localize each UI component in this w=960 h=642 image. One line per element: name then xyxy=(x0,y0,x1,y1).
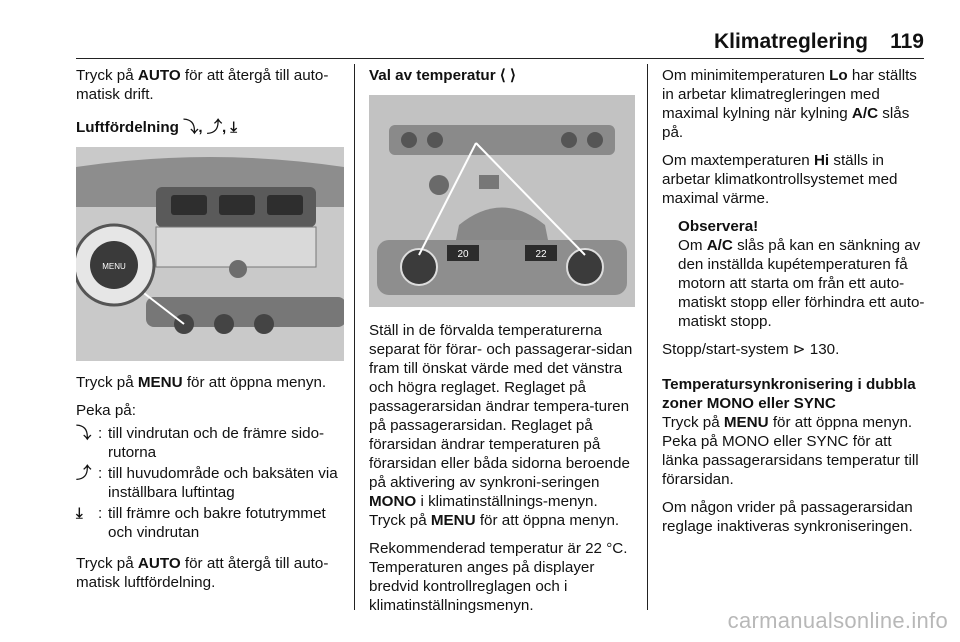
temperature-knob-icons: ⟨ ⟩ xyxy=(499,67,516,84)
windscreen-airflow-icon: ⤵ xyxy=(76,425,92,442)
dashboard-illustration xyxy=(76,147,344,361)
header-rule xyxy=(76,58,924,59)
definition-windscreen: ⤵ : till vindrutan och de främre sido-rutorna xyxy=(76,425,325,461)
paragraph-temperature-setting: Ställ in de förvalda temperaturerna separat för förar- och passagerar-sidan fram till önskat värde med det vänstra och högra reglaget. Reglaget på passagerarsidan ändrar tempera-turen på passagerarsidan. Reglaget på förarsidan ändrar temperaturen på förarsidan eller båda sidorna beroende på aktivering av synkroni-seringen MONO i klimatinställnings-menyn. Tryck på MENU för att öppna menyn. xyxy=(369,322,633,529)
definition-head-area: ⤴ : till huvudområde och baksäten via inställbara luftintag xyxy=(76,465,338,501)
paragraph-sync: Tryck på MENU för att öppna menyn. Peka på MONO eller SYNC för att länka passagerarsidans temperatur till förarsidan. xyxy=(662,414,919,488)
definition-footwell: ⤓ : till främre och bakre fotutrymmet och vindrutan xyxy=(76,505,326,541)
paragraph-auto: Tryck på AUTO för att återgå till auto-matisk drift. xyxy=(76,67,329,103)
paragraph-recommended: Rekommenderad temperatur är 22 °C. Temperaturen anges på displayer bredvid kontrollreglagen och i klimatinställningsmenyn. xyxy=(369,540,628,614)
watermark: carmanualsonline.info xyxy=(727,608,948,633)
figure-air-distribution-photo xyxy=(76,147,344,361)
paragraph-touch: Peka på: xyxy=(76,402,136,419)
air-distribution-icons: ⤵, ⤴, ⤓ xyxy=(183,119,238,136)
section-heading-sync: Temperatursynkronisering i dubbla zoner MONO eller SYNC xyxy=(662,376,916,412)
paragraph-menu: Tryck på MENU för att öppna menyn. xyxy=(76,374,327,391)
paragraph-auto-distribution: Tryck på AUTO för att återgå till auto-matisk luftfördelning. xyxy=(76,555,329,591)
right-temp-readout: 22 xyxy=(535,249,547,260)
left-temp-readout: 20 xyxy=(457,249,469,260)
head-area-airflow-icon: ⤴ xyxy=(76,465,92,482)
section-heading-air-distribution: Luftfördelning ⤵, ⤴, ⤓ xyxy=(76,119,238,136)
page-header xyxy=(0,0,960,56)
note-text: Om A/C slås på kan en sänkning av den inställda kupétemperaturen få motorn att starta om från ett auto-matiskt stopp eller förhindra ett auto-matiskt stopp. xyxy=(678,237,925,330)
paragraph-stop-start-ref: Stopp/start-system ⊳ 130. xyxy=(662,341,840,358)
menu-knob-label: MENU xyxy=(102,262,126,271)
footwell-airflow-icon: ⤓ xyxy=(76,505,83,522)
column-1 xyxy=(76,66,344,601)
section-heading-temperature: Val av temperatur ⟨ ⟩ xyxy=(369,67,516,84)
climate-panel-illustration xyxy=(369,95,635,307)
column-divider-1 xyxy=(354,64,355,610)
column-2 xyxy=(369,66,635,624)
page-title: Klimatreglering xyxy=(713,30,868,53)
figure-temperature-photo xyxy=(369,95,635,307)
column-3 xyxy=(662,66,930,545)
paragraph-lo: Om minimitemperaturen Lo har ställts in arbetar klimatregleringen med maximal kylning när kylning A/C slås på. xyxy=(662,67,917,141)
column-divider-2 xyxy=(647,64,648,610)
note-title: Observera! xyxy=(678,218,759,235)
page-number: 119 xyxy=(890,30,924,53)
note-block xyxy=(678,217,930,331)
paragraph-sync-deactivate: Om någon vrider på passagerarsidan reglage inaktiveras synkroniseringen. xyxy=(662,499,913,535)
paragraph-hi: Om maxtemperaturen Hi ställs in arbetar klimatkontrollsystemet med maximal värme. xyxy=(662,152,898,207)
